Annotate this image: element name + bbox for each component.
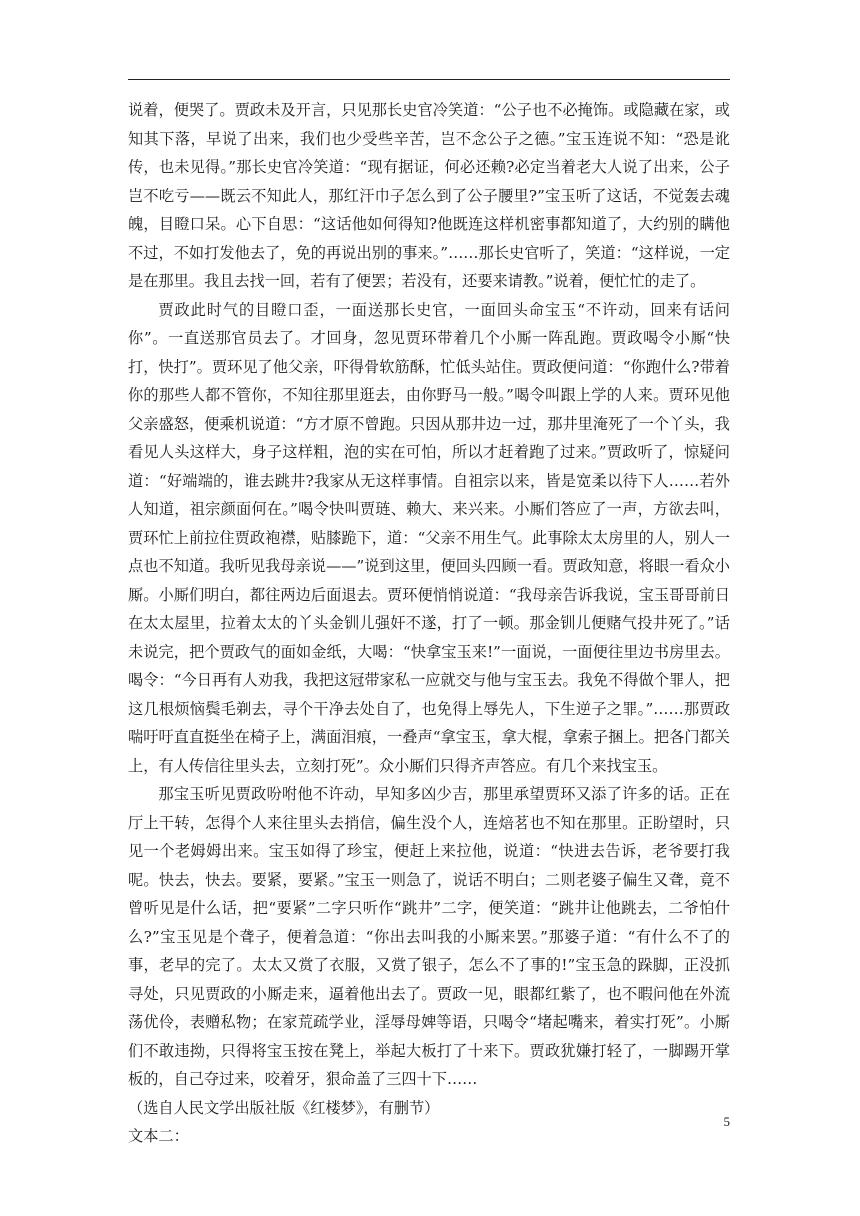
paragraph-3: 那宝玉听见贾政吩咐他不许动，早知多凶少吉，那里承望贾环又添了许多的话。正在厅上干转，怎得个人来往里头去捎信，偏生没个人，连焙茗也不知在那里。正盼望时，只见一个老姆姆出来。宝玉如得了珍宝，便赶上来拉他，说道：“快进去告诉，老爷要打我呢。快去，快去。要紧，要紧。”宝玉一则急了，说话不明白；二则老婆子偏生又聋，竟不曾听见是什么话，把“要紧”二字只听作“跳井”二字，便笑道：“跳井让他跳去，二爷怕什么?”宝玉见是个聋子，便着急道：“你出去叫我的小厮来罢。”那婆子道：“有什么不了的事，老早的完了。太太又赏了衣服，又赏了银子，怎么不了事的!”宝玉急的跺脚，正没抓寻处，只见贾政的小厮走来，逼着他出去了。贾政一见，眼都红紫了，也不暇问他在外流荡优伶，表赠私物；在家荒疏学业，淫辱母婢等语，只喝令“堵起嘴来，着实打死”。小厮们不敢违拗，只得将宝玉按在凳上，举起大板打了十来下。贾政犹嫌打轻了，一脚踢开掌板的，自己夺过来，咬着牙，狠命盖了三四十下…… [128, 785, 730, 1088]
paragraph-1: 说着，便哭了。贾政未及开言，只见那长史官冷笑道：“公子也不必掩饰。或隐藏在家，或知其下落，早说了出来，我们也少受些辛苦，岂不念公子之德。”宝玉连说不知：“恐是讹传，也未见得。”那长史官冷笑道：“现有据证，何必还赖?必定当着老大人说了出来，公子岂不吃亏——既云不知此人，那红汗巾子怎么到了公子腰里?”宝玉听了这话，不觉轰去魂魄，目瞪口呆。心下自思：“这话他如何得知?他既连这样机密事都知道了，大约别的瞒他不过，不如打发他去了，免的再说出别的事来。”……那长史官听了，笑道：“这样说，一定是在那里。我且去找一回，若有了便罢；若没有，还要来请教。”说着，便忙忙的走了。 [128, 101, 730, 290]
paragraph-2: 贾政此时气的目瞪口歪，一面送那长史官，一面回头命宝玉“不许动，回来有话问你”。一直送那官员去了。才回身，忽见贾环带着几个小厮一阵乱跑。贾政喝令小厮“快打，快打”。贾环见了他父亲，吓得骨软筋酥，忙低头站住。贾政便问道：“你跑什么?带着你的那些人都不管你，不知往那里逛去，由你野马一般。”喝令叫跟上学的人来。贾环见他父亲盛怒，便乘机说道：“方才原不曾跑。只因从那井边一过，那井里淹死了一个丫头，我看见人头这样大，身子这样粗，泡的实在可怕，所以才赶着跑了过来。”贾政听了，惊疑问道：“好端端的，谁去跳井?我家从无这样事情。自祖宗以来，皆是宽柔以待下人……若外人知道，祖宗颜面何在。”喝令快叫贾琏、赖大、来兴来。小厮们答应了一声，方欲去叫，贾环忙上前拉住贾政袍襟，贴膝跪下，道：“父亲不用生气。此事除太太房里的人，别人一点也不知道。我听见我母亲说——”说到这里，便回头四顾一看。贾政知意，将眼一看众小厮。小厮们明白，都往两边后面退去。贾环便悄悄说道：“我母亲告诉我说，宝玉哥哥前日在太太屋里，拉着太太的丫头金钏儿强奸不遂，打了一顿。那金钏儿便赌气投井死了。”话未说完，把个贾政气的面如金纸，大喝：“快拿宝玉来!”一面说，一面便往里边书房里去。喝令：“今日再有人劝我，我把这冠带家私一应就交与他与宝玉去。我免不得做个罪人，把这几根烦恼鬓毛剃去，寻个干净去处自了，也免得上辱先人，下生逆子之罪。”……那贾政喘吁吁直直挺坐在椅子上，满面泪痕，一叠声“拿宝玉，拿大棍，拿索子捆上。把各门都关上，有人传信往里头去，立刻打死”。众小厮们只得齐声答应。有几个来找宝玉。 [128, 300, 730, 775]
page-number: 5 [723, 1114, 730, 1129]
page-body [128, 96, 730, 1151]
source-citation: （选自人民文学出版社版《红楼梦》，有删节） [128, 1098, 440, 1117]
section-label: 文本二： [128, 1127, 189, 1145]
header-rule [128, 79, 730, 80]
